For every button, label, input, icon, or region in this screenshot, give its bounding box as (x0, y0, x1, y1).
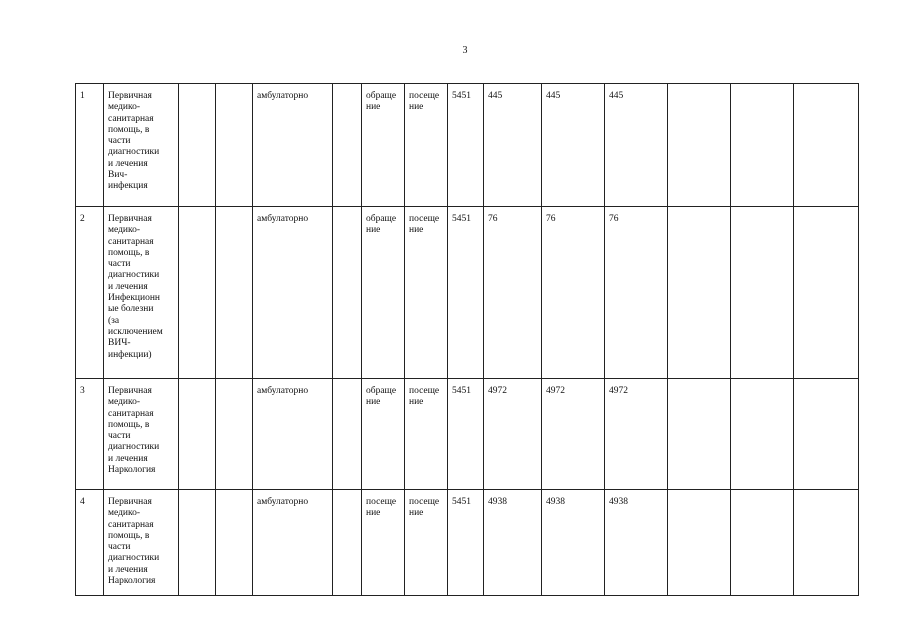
service-name-line: Первичная (108, 497, 152, 507)
empty-cell (668, 490, 731, 596)
code-cell: 5451 (448, 490, 484, 596)
service-name-line: и лечения (108, 281, 148, 292)
empty-cell (333, 207, 362, 379)
empty-cell (794, 84, 859, 207)
value-cell: 4972 (605, 379, 668, 490)
table-row (76, 379, 859, 490)
service-name-line: Первичная (108, 386, 152, 396)
service-name-line: медико- (108, 225, 141, 236)
empty-cell (668, 379, 731, 490)
unit-cell (362, 490, 405, 596)
care-condition: амбулаторно (253, 490, 333, 596)
service-name (104, 84, 179, 207)
empty-cell (179, 379, 216, 490)
empty-cell (179, 207, 216, 379)
care-condition: амбулаторно (253, 207, 333, 379)
care-condition: амбулаторно (253, 84, 333, 207)
unit-cell (405, 84, 448, 207)
row-number: 2 (76, 207, 104, 379)
empty-cell (731, 207, 794, 379)
unit-line: обраще (366, 91, 397, 101)
page-number: 3 (462, 45, 468, 56)
service-name-line: медико- (108, 102, 141, 113)
code-cell: 5451 (448, 84, 484, 207)
service-name-line: диагностики (108, 553, 160, 564)
unit-line: посеще (409, 91, 440, 101)
service-name-line: Первичная (108, 91, 152, 101)
value-cell: 4972 (484, 379, 542, 490)
service-name-line: и лечения (108, 564, 148, 575)
value-cell: 76 (542, 207, 605, 379)
service-name-line: инфекции) (108, 349, 152, 360)
service-name-line: диагностики (108, 442, 160, 453)
service-name-line: ые болезни (108, 304, 154, 315)
unit-line: ние (366, 397, 381, 408)
service-name-line: Первичная (108, 214, 152, 224)
unit-line: ние (409, 225, 424, 236)
service-name-line: части (108, 136, 131, 147)
unit-line: ние (366, 225, 381, 236)
service-name-line: диагностики (108, 147, 160, 158)
empty-cell (794, 490, 859, 596)
unit-line: ние (409, 102, 424, 113)
service-name-line: санитарная (108, 236, 154, 247)
service-name-line: помощь, в (108, 530, 150, 541)
service-name-line: ВИЧ- (108, 338, 131, 349)
services-table (75, 83, 859, 596)
empty-cell (333, 84, 362, 207)
empty-cell (216, 490, 253, 596)
unit-line: посеще (409, 214, 440, 224)
empty-cell (668, 84, 731, 207)
unit-line: посеще (409, 386, 440, 396)
service-name-line: части (108, 542, 131, 553)
service-name (104, 207, 179, 379)
value-cell: 445 (605, 84, 668, 207)
empty-cell (216, 207, 253, 379)
table-row (76, 207, 859, 379)
table-row (76, 84, 859, 207)
unit-cell (405, 379, 448, 490)
service-name-line: Вич- (108, 170, 128, 181)
service-name-line: Наркология (108, 465, 156, 476)
service-name-line: инфекция (108, 181, 148, 192)
service-name-line: и лечения (108, 453, 148, 464)
value-cell: 445 (542, 84, 605, 207)
code-cell: 5451 (448, 207, 484, 379)
service-name (104, 490, 179, 596)
unit-cell (405, 490, 448, 596)
row-number: 3 (76, 379, 104, 490)
service-name-line: диагностики (108, 270, 160, 281)
service-name-line: Инфекционн (108, 293, 161, 304)
unit-line: ние (366, 102, 381, 113)
row-number: 4 (76, 490, 104, 596)
value-cell: 4972 (542, 379, 605, 490)
unit-line: посеще (366, 497, 397, 507)
unit-line: ние (366, 508, 381, 519)
code-cell: 5451 (448, 379, 484, 490)
service-name-line: санитарная (108, 519, 154, 530)
empty-cell (731, 379, 794, 490)
service-name-line: помощь, в (108, 419, 150, 430)
service-name-line: помощь, в (108, 247, 150, 258)
empty-cell (731, 84, 794, 207)
unit-line: обраще (366, 214, 397, 224)
value-cell: 76 (605, 207, 668, 379)
unit-cell (362, 207, 405, 379)
value-cell: 76 (484, 207, 542, 379)
table-body (76, 84, 859, 596)
empty-cell (333, 379, 362, 490)
service-name-line: части (108, 431, 131, 442)
service-name-line: Наркология (108, 576, 156, 587)
unit-line: ние (409, 397, 424, 408)
unit-cell (362, 84, 405, 207)
empty-cell (216, 379, 253, 490)
empty-cell (794, 207, 859, 379)
value-cell: 4938 (605, 490, 668, 596)
value-cell: 4938 (542, 490, 605, 596)
empty-cell (731, 490, 794, 596)
row-number: 1 (76, 84, 104, 207)
empty-cell (179, 84, 216, 207)
service-name-line: и лечения (108, 158, 148, 169)
value-cell: 4938 (484, 490, 542, 596)
service-name-line: санитарная (108, 408, 154, 419)
unit-line: обраще (366, 386, 397, 396)
service-name-line: (за (108, 315, 120, 326)
value-cell: 445 (484, 84, 542, 207)
unit-cell (362, 379, 405, 490)
empty-cell (216, 84, 253, 207)
unit-cell (405, 207, 448, 379)
service-name-line: медико- (108, 508, 141, 519)
empty-cell (333, 490, 362, 596)
table-row (76, 490, 859, 596)
service-name-line: помощь, в (108, 124, 150, 135)
empty-cell (179, 490, 216, 596)
empty-cell (794, 379, 859, 490)
service-name-line: санитарная (108, 113, 154, 124)
unit-line: посеще (409, 497, 440, 507)
care-condition: амбулаторно (253, 379, 333, 490)
service-name-line: части (108, 259, 131, 270)
unit-line: ние (409, 508, 424, 519)
service-name-line: исключением (108, 326, 163, 337)
empty-cell (668, 207, 731, 379)
service-name (104, 379, 179, 490)
service-name-line: медико- (108, 397, 141, 408)
